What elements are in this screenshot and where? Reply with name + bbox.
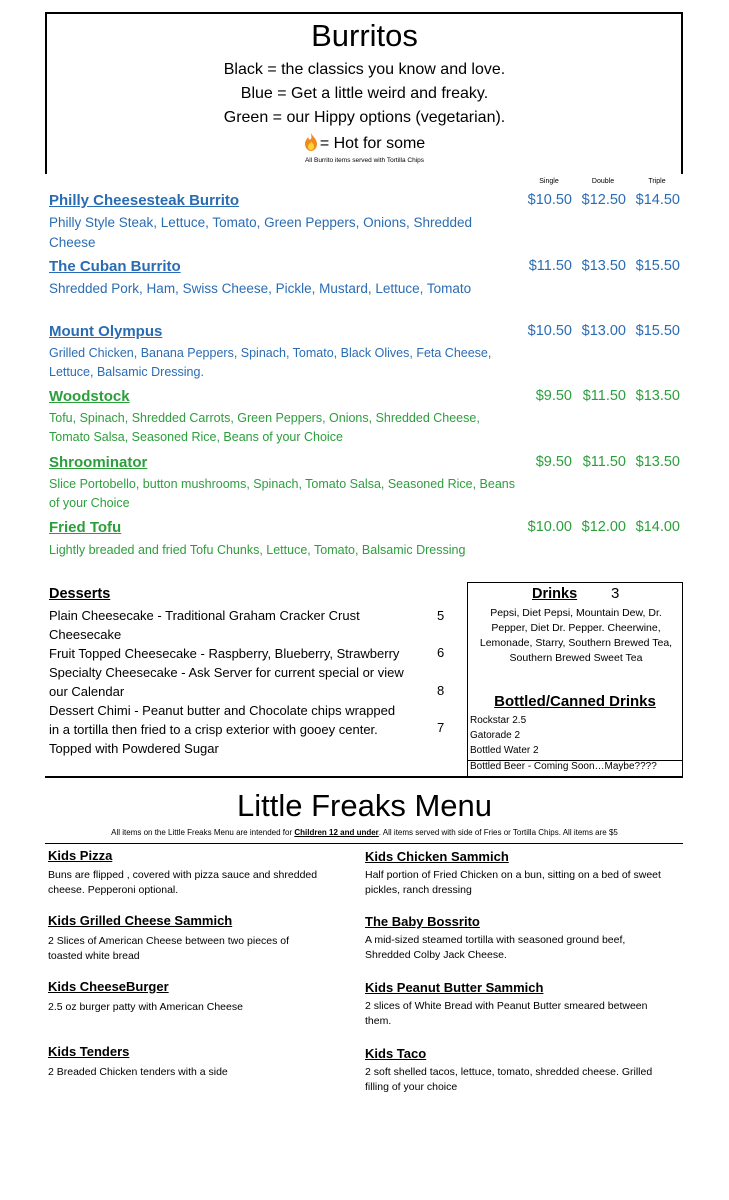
- dessert-line: Topped with Powdered Sugar: [49, 741, 219, 756]
- dessert-price: 8: [437, 683, 445, 698]
- price-single: $9.50: [535, 454, 572, 470]
- price-double: $12.00: [581, 519, 626, 535]
- price-single: $10.00: [527, 519, 572, 535]
- kid-item-desc: Half portion of Fried Chicken on a bun, sitting on a bed of sweet pickles, ranch dressing: [365, 869, 661, 896]
- burrito-desc: Slice Portobello, button mushrooms, Spinach, Tomato Salsa, Seasoned Rice, Beans of your Choice: [49, 477, 516, 510]
- kid-item-desc: 2 Breaded Chicken tenders with a side: [48, 1066, 228, 1078]
- dessert-line: Cheesecake: [49, 627, 122, 642]
- burrito-desc: Lightly breaded and fried Tofu Chunks, Lettuce, Tomato, Balsamic Dressing: [49, 543, 466, 557]
- dessert-line: in a tortilla then fried to a crisp exterior with gooey center.: [49, 722, 378, 737]
- kid-item-name: Kids Peanut Butter Sammich: [365, 980, 544, 995]
- bottled-drink: Rockstar 2.5: [470, 715, 527, 726]
- price-double: $13.00: [581, 323, 626, 339]
- kids-note-age: Children 12 and under: [294, 828, 379, 837]
- burrito-name: Fried Tofu: [49, 519, 122, 536]
- burrito-name: Mount Olympus: [49, 323, 163, 340]
- price-single: $9.50: [535, 388, 572, 404]
- dessert-line: Dessert Chimi - Peanut butter and Chocolate chips wrapped: [49, 703, 396, 718]
- drinks-title: Drinks: [532, 586, 578, 602]
- kids-note-text: All items on the Little Freaks Menu are intended for: [111, 828, 295, 837]
- price-double: $12.50: [581, 192, 626, 208]
- bottled-drink: Gatorade 2: [470, 730, 521, 741]
- desserts-title: Desserts: [49, 586, 111, 602]
- column-triple: Triple: [648, 178, 666, 185]
- dessert-line: Fruit Topped Cheesecake - Raspberry, Blueberry, Strawberry: [49, 646, 400, 661]
- price-triple: $15.50: [635, 323, 680, 339]
- burrito-name: Shroominator: [49, 454, 148, 471]
- divider: [467, 760, 683, 761]
- price-single: $10.50: [527, 192, 572, 208]
- bottled-drink: Bottled Beer - Coming Soon…Maybe????: [470, 761, 657, 772]
- kid-item-desc: 2 Slices of American Cheese between two pieces of toasted white bread: [48, 935, 290, 962]
- price-single: $11.50: [528, 258, 572, 274]
- burrito-name: The Cuban Burrito: [49, 258, 181, 275]
- price-triple: $13.50: [635, 388, 680, 404]
- legend-black: Black = the classics you know and love.: [223, 61, 506, 78]
- legend-hot-label: = Hot for some: [319, 135, 426, 152]
- bottled-drinks-title: Bottled/Canned Drinks: [494, 693, 656, 710]
- kid-item-name: Kids Chicken Sammich: [365, 849, 509, 864]
- price-triple: $13.50: [635, 454, 680, 470]
- kid-item-desc: 2.5 oz burger patty with American Cheese: [48, 1001, 243, 1013]
- column-single: Single: [539, 178, 559, 185]
- burrito-desc: Grilled Chicken, Banana Peppers, Spinach, Tomato, Black Olives, Feta Cheese, Lettuce, Balsamic Dressing.: [49, 346, 492, 379]
- kid-item-desc: 2 slices of White Bread with Peanut Butter smeared between them.: [365, 1000, 648, 1027]
- chips-note: All Burrito items served with Tortilla Chips: [304, 157, 425, 164]
- price-triple: $14.00: [635, 519, 680, 535]
- dessert-price: 6: [437, 645, 445, 660]
- kid-item-desc: 2 soft shelled tacos, lettuce, tomato, shredded cheese. Grilled filling of your choice: [365, 1066, 653, 1093]
- burrito-desc: Shredded Pork, Ham, Swiss Cheese, Pickle, Mustard, Lettuce, Tomato: [49, 281, 472, 296]
- price-double: $11.50: [582, 454, 626, 470]
- kids-note-text: . All items served with side of Fries or Tortilla Chips. All items are $5: [378, 828, 618, 837]
- dessert-price: 5: [437, 608, 445, 623]
- burrito-name: Woodstock: [49, 388, 130, 405]
- kid-item-name: Kids Tenders: [48, 1044, 130, 1059]
- bottled-drink: Bottled Water 2: [470, 745, 539, 756]
- kid-item-desc: A mid-sized steamed tortilla with seasoned ground beef, Shredded Colby Jack Cheese.: [365, 934, 626, 961]
- kid-item-desc: Buns are flipped , covered with pizza sauce and shredded cheese. Pepperoni optional.: [48, 869, 318, 896]
- price-single: $10.50: [527, 323, 572, 339]
- divider: [45, 843, 683, 844]
- kid-item-name: Kids Taco: [365, 1046, 427, 1061]
- kids-menu-note: [0, 828, 729, 837]
- drinks-price: 3: [611, 585, 620, 602]
- burrito-desc: Philly Style Steak, Lettuce, Tomato, Green Peppers, Onions, Shredded Cheese: [49, 215, 472, 250]
- price-triple: $15.50: [635, 258, 680, 274]
- legend-blue: Blue = Get a little weird and freaky.: [240, 85, 489, 102]
- legend-hot: [0, 133, 729, 153]
- kid-item-name: Kids CheeseBurger: [48, 979, 169, 994]
- burrito-name: Philly Cheesesteak Burrito: [49, 192, 240, 209]
- legend-green: Green = our Hippy options (vegetarian).: [223, 109, 506, 126]
- burrito-desc: Tofu, Spinach, Shredded Carrots, Green Peppers, Onions, Shredded Cheese, Tomato Salsa, Seasoned Rice, Beans of your Choice: [49, 411, 480, 444]
- price-double: $13.50: [581, 258, 626, 274]
- kid-item-name: Kids Pizza: [48, 848, 113, 863]
- price-double: $11.50: [582, 388, 626, 404]
- flame-icon: [304, 133, 318, 151]
- dessert-line: Specialty Cheesecake - Ask Server for current special or view: [49, 665, 404, 680]
- column-double: Double: [591, 178, 615, 185]
- dessert-line: Plain Cheesecake - Traditional Graham Cracker Crust: [49, 608, 360, 623]
- dessert-price: 7: [437, 720, 445, 735]
- kids-menu-title: Little Freaks Menu: [237, 788, 492, 823]
- dessert-line: our Calendar: [49, 684, 125, 699]
- page-title: Burritos: [311, 18, 418, 53]
- kid-item-name: The Baby Bossrito: [365, 914, 480, 929]
- kid-item-name: Kids Grilled Cheese Sammich: [48, 913, 233, 928]
- price-triple: $14.50: [635, 192, 680, 208]
- drinks-list: Pepsi, Diet Pepsi, Mountain Dew, Dr. Pepper, Diet Dr. Pepper. Cheerwine, Lemonade, Starry, Southern Brewed Tea, Southern Brewed Sweet Tea: [479, 607, 673, 664]
